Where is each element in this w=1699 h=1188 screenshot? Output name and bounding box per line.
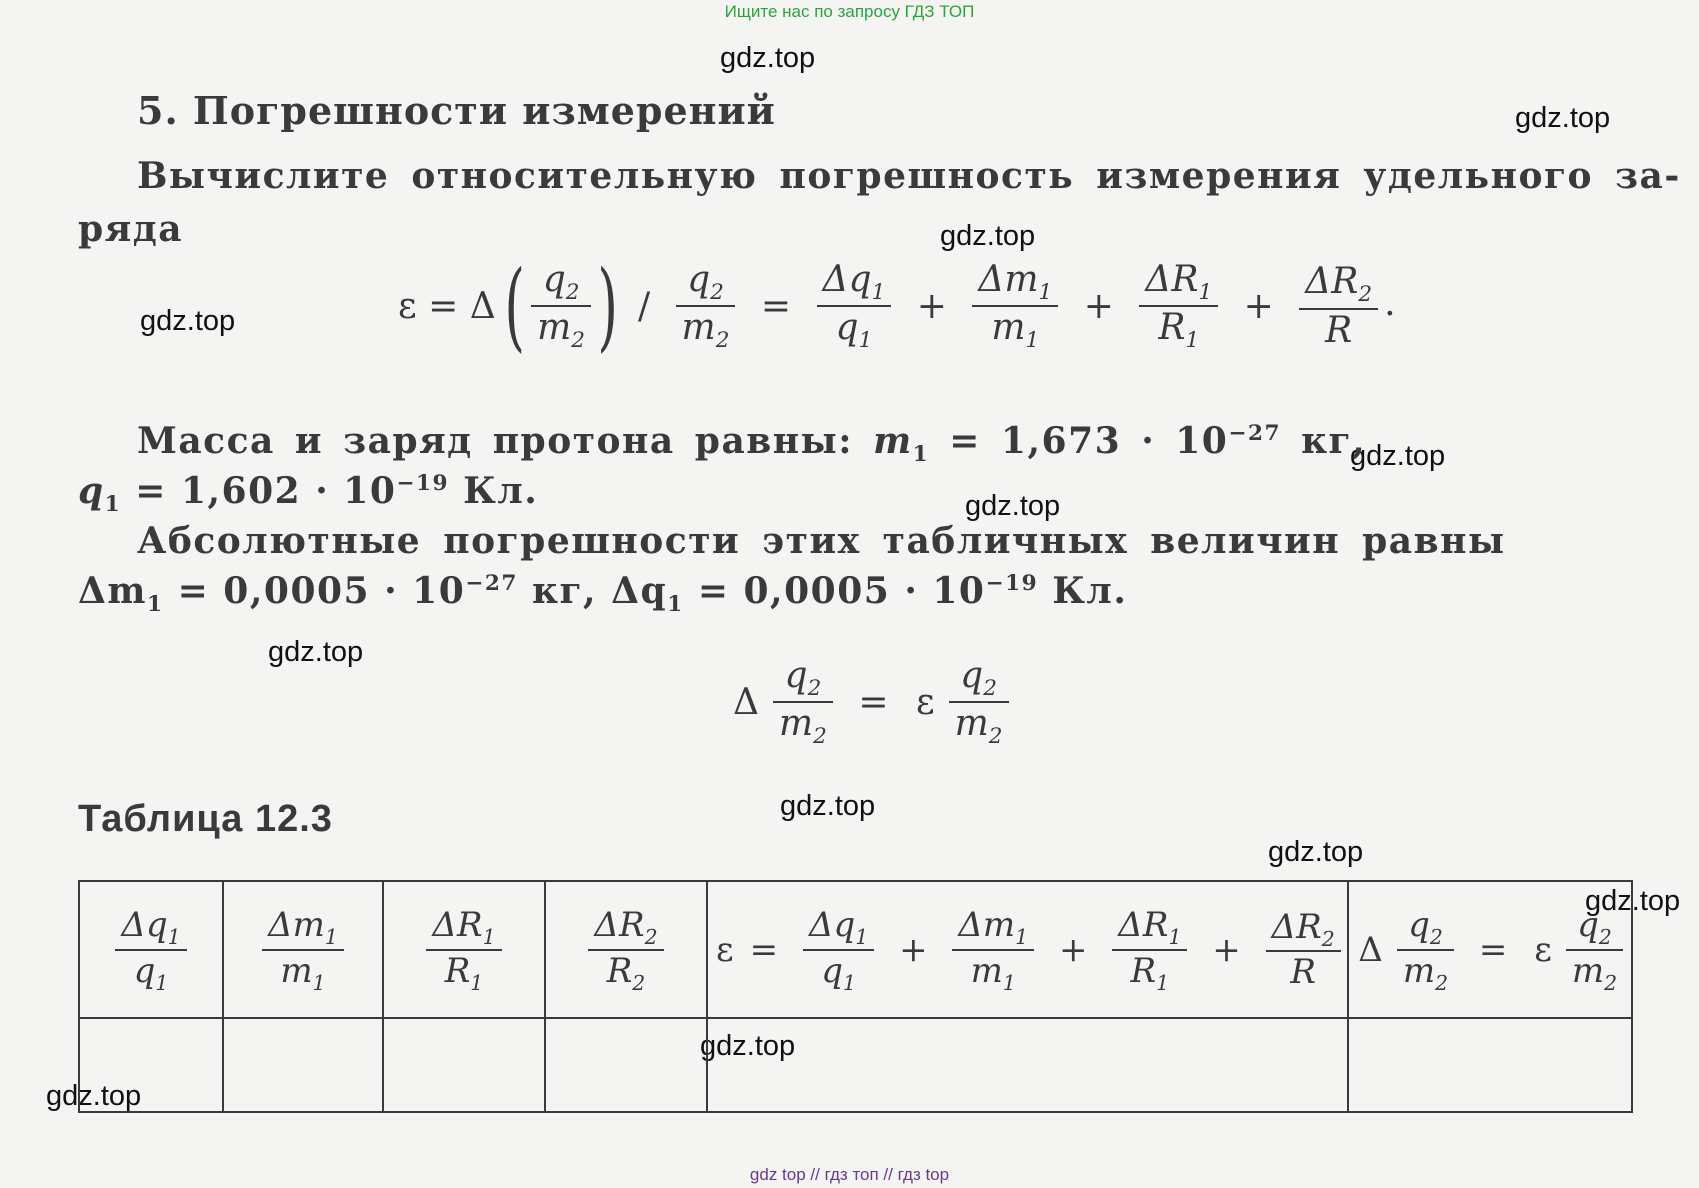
fraction-dq1-q1: $\frac{\Delta q_1}{q_1}$ [817, 259, 892, 353]
watermark: gdz.top [720, 42, 816, 74]
watermark: gdz.top [940, 220, 1036, 252]
table-cell[interactable] [1348, 1018, 1632, 1112]
table-cell[interactable] [707, 1018, 1348, 1112]
col-dR1-R1: $\frac{\Delta R_1}{R_1}$ [383, 881, 545, 1018]
watermark: gdz.top [1268, 836, 1364, 868]
period: . [1384, 283, 1396, 324]
abs-errors-text: Абсолютные погрешности этих табличных величин равны [137, 520, 1506, 562]
plus: + [1083, 285, 1114, 327]
watermark: gdz.top [268, 636, 364, 668]
formula-lhs: ε = Δ [398, 285, 496, 327]
fraction-q2-m2-b: $\frac{q_2}{m_2}$ [676, 259, 736, 353]
table-cell[interactable] [545, 1018, 707, 1112]
col-delta-ratio: Δ $\frac{q_2}{m_2}$ = ε $\frac{q_2}{m_2}$ [1348, 881, 1632, 1018]
slash: / [637, 285, 651, 327]
watermark: gdz.top [965, 490, 1061, 522]
search-banner[interactable]: Ищите нас по запросу ГДЗ ТОП [724, 2, 975, 21]
watermark: gdz.top [1515, 102, 1611, 134]
second-formula: Δ $\frac{q_2}{m_2}$ = ε $\frac{q_2}{m_2}$ [725, 655, 1015, 749]
data-table [78, 880, 1633, 1113]
fraction-dR2-R: $\frac{\Delta R_2}{R}$ [1299, 261, 1378, 350]
right-paren: ) [597, 250, 619, 362]
watermark: gdz.top [1350, 440, 1446, 472]
main-formula [390, 250, 1396, 362]
table-header-row [79, 881, 1632, 1018]
col-dq1-q1: $\frac{\Delta q_1}{q_1}$ [79, 881, 223, 1018]
fraction-dR1-R1: $\frac{\Delta R_1}{R_1}$ [1139, 259, 1218, 353]
table-title: Таблица 12.3 [78, 798, 333, 840]
intro-line-2: ряда [78, 208, 184, 250]
table-cell[interactable] [79, 1018, 223, 1112]
fraction-q2-m2: $\frac{q_2}{m_2}$ [531, 259, 591, 353]
watermark: gdz.top [780, 790, 876, 822]
fraction-dm1-m1: $\frac{\Delta m_1}{m_1}$ [972, 259, 1058, 353]
charge-line: $q_1 = 1,602 \cdot 10^{-19}$ Кл. [78, 470, 539, 518]
section-heading: 5. Погрешности измерений [137, 88, 776, 133]
col-dR2-R2: $\frac{\Delta R_2}{R_2}$ [545, 881, 707, 1018]
abs-errors-values: $\Delta m_1 = 0,0005 \cdot 10^{-27}$ кг, $\Delta q_1 = 0,0005 \cdot 10^{-19}$ Кл. [78, 570, 1128, 618]
table-row [79, 1018, 1632, 1112]
col-epsilon: ε = $\frac{\Delta q_1}{q_1}$ + $\frac{\Delta m_1}{m_1}$ + $\frac{\Delta R_1}{R_1}$ + $\frac{\Delta R_2}{R}$ [707, 881, 1348, 1018]
plus: + [916, 285, 947, 327]
plus: + [1243, 285, 1274, 327]
left-paren: ( [504, 250, 525, 362]
watermark: gdz.top [700, 1030, 796, 1062]
footer-links[interactable]: gdz top // гдз топ // гдз top [749, 1165, 950, 1184]
table-cell[interactable] [223, 1018, 383, 1112]
col-dm1-m1: $\frac{\Delta m_1}{m_1}$ [223, 881, 383, 1018]
watermark: gdz.top [1585, 885, 1681, 917]
equals: = [760, 285, 792, 327]
mass-line: Масса и заряд протона равны: $m_1 = 1,673 \cdot 10^{-27}$ кг, [137, 420, 1367, 468]
table-cell[interactable] [383, 1018, 545, 1112]
watermark: gdz.top [46, 1080, 142, 1112]
watermark: gdz.top [140, 305, 236, 337]
intro-line-1: Вычислите относительную погрешность измерения удельного за- [137, 155, 1681, 197]
